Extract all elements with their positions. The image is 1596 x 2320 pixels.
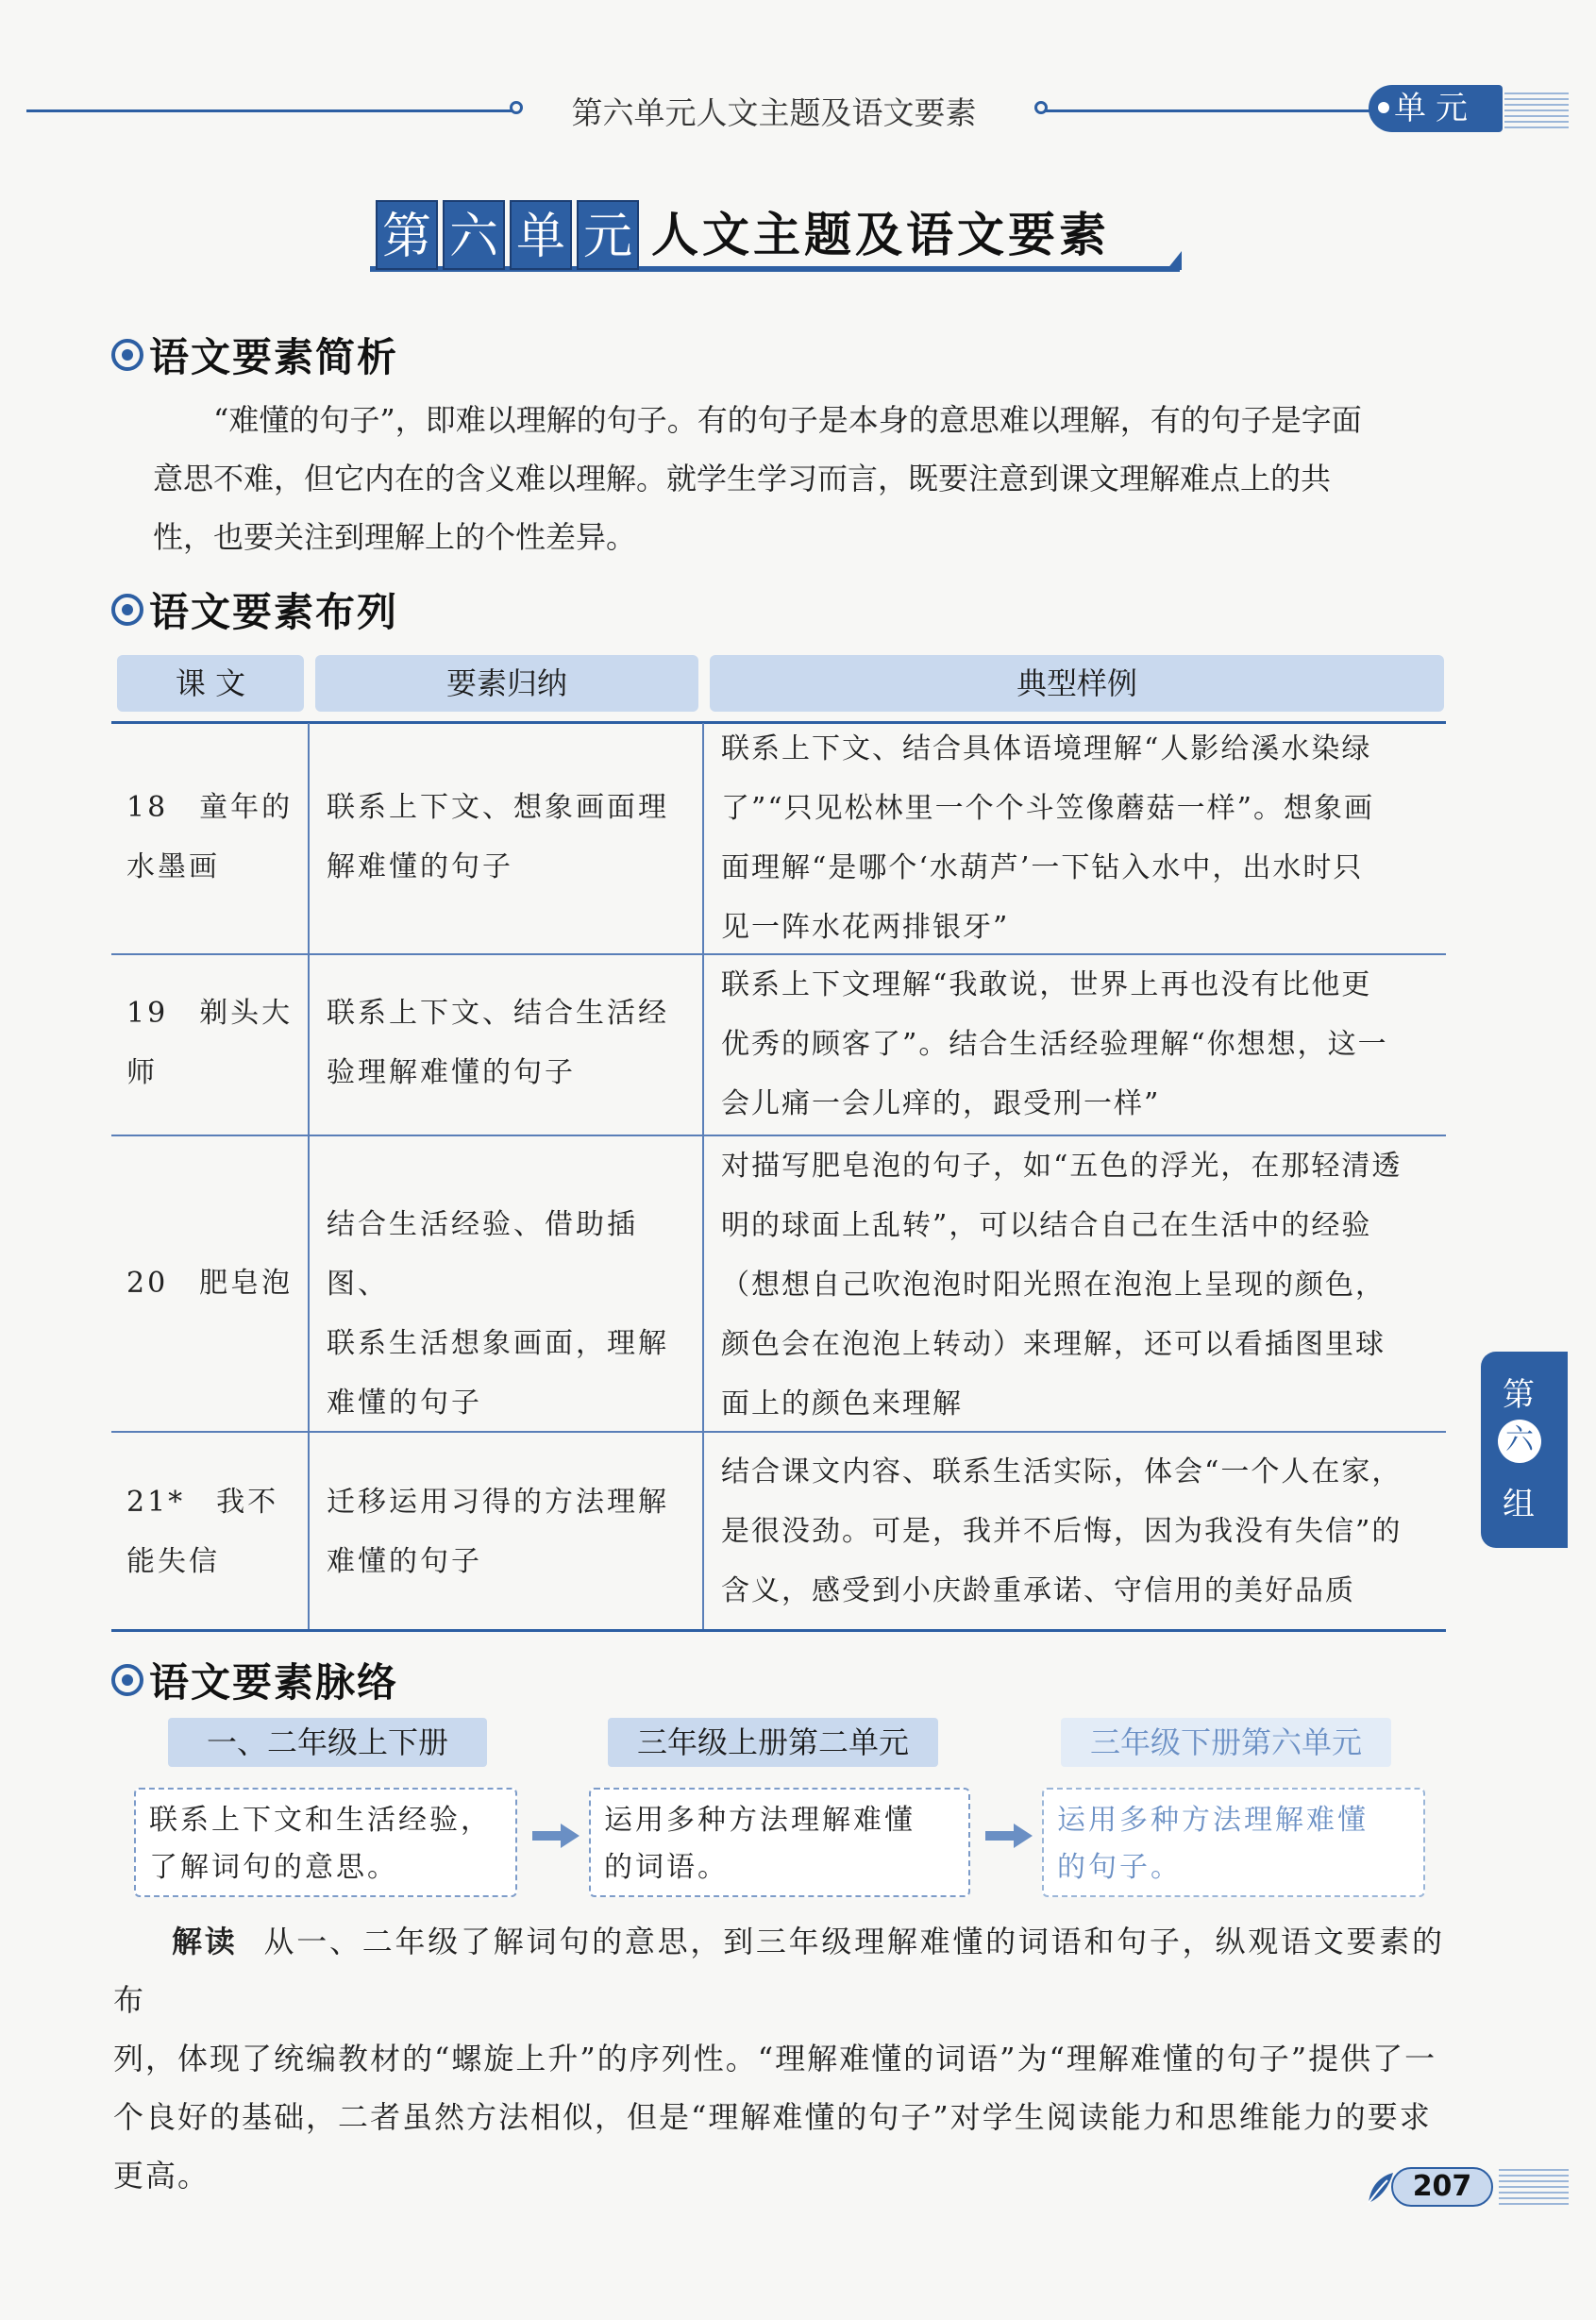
table-cell-lesson: 20 肥皂泡 — [126, 1267, 294, 1300]
title-unit-char: 元 — [577, 200, 639, 270]
header-rule-right — [1046, 109, 1376, 112]
flow-stage-label: 三年级上册第二单元 — [608, 1718, 938, 1767]
title-underline-arrow — [1167, 251, 1182, 270]
table-cell-summary: 结合生活经验、借助插图、 联系生活想象画面，理解 难懂的句子 — [327, 1208, 669, 1420]
section-heading-analysis: 语文要素简析 — [111, 328, 398, 381]
unit-badge: 单元 — [1369, 85, 1503, 132]
reading-line: 个良好的基础，二者虽然方法相似，但是“理解难懂的句子”对学生阅读能力和思维能力的要求 — [113, 2099, 1432, 2135]
reading-line: 更高。 — [113, 2158, 210, 2194]
arrow-right-icon — [532, 1822, 581, 1850]
location-pin-icon — [111, 594, 143, 626]
table-cell-summary: 联系上下文、想象画面理 解难懂的句子 — [327, 791, 669, 883]
reading-label: 解读 — [172, 1924, 238, 1959]
table-cell-summary: 迁移运用习得的方法理解 难懂的句子 — [327, 1486, 669, 1578]
title-unit-char: 第 — [376, 200, 438, 270]
section-heading-context: 语文要素脉络 — [111, 1654, 398, 1706]
flow-stage-box: 联系上下文和生活经验， 了解词句的意思。 — [134, 1788, 517, 1897]
reading-line: 解读 从一、二年级了解词句的意思，到三年级理解难懂的词语和句子，纵观语文要素的布 — [113, 1924, 1444, 2018]
table-header-summary: 要素归纳 — [315, 655, 698, 712]
reading-line: 列，体现了统编教材的“螺旋上升”的序列性。“理解难懂的词语”为“理解难懂的句子”提供了一 — [113, 2041, 1437, 2076]
running-title: 第六单元人文主题及语文要素 — [571, 94, 977, 131]
unit-badge-dot-icon — [1378, 102, 1389, 113]
arrow-right-icon — [985, 1822, 1034, 1850]
table-col-rule — [702, 723, 704, 1629]
page-number: 207 — [1391, 2167, 1493, 2207]
flow-stage-label: 一、二年级上下册 — [168, 1718, 487, 1767]
table-cell-lesson: 21* 我不 能失信 — [126, 1486, 279, 1578]
title-unit-block — [376, 200, 639, 270]
analysis-line: “难懂的句子”，即难以理解的句子。有的句子是本身的意思难以理解，有的句子是字面 — [213, 402, 1362, 438]
analysis-line: 性，也要关注到理解上的个性差异。 — [153, 519, 637, 555]
table-cell-lesson: 18 童年的 水墨画 — [126, 791, 294, 883]
table-cell-example: 对描写肥皂泡的句子，如“五色的浮光，在那轻清透 明的球面上乱转”，可以结合自己在生活中的经验 （想想自己吹泡泡时阳光照在泡泡上呈现的颜色， 颜色会在泡泡上转动）来理解，还可以看插图里球 面上的颜色来理解 — [721, 1150, 1403, 1421]
side-tab-group: 第 六 组 — [1481, 1352, 1568, 1548]
footer-stripes — [1499, 2169, 1569, 2205]
table-cell-lesson: 19 剃头大 师 — [126, 997, 294, 1089]
location-pin-icon — [111, 1664, 143, 1696]
title-unit-char: 单 — [510, 200, 572, 270]
table-cell-example: 结合课文内容、联系生活实际，体会“一个人在家， 是很没劲。可是，我并不后悔，因为我没有失信”的 含义，感受到小庆龄重承诺、守信用的美好品质 — [721, 1455, 1403, 1607]
table-cell-example: 联系上下文理解“我敢说，世界上再也没有比他更 优秀的顾客了”。结合生活经验理解“你想想，这一 会儿痛一会儿痒的，跟受刑一样” — [721, 968, 1388, 1120]
flow-stage-label: 三年级下册第六单元 — [1061, 1718, 1391, 1767]
table-col-rule — [308, 723, 310, 1629]
reading-paragraph — [113, 1912, 1444, 2205]
flow-stage-box: 运用多种方法理解难懂 的词语。 — [589, 1788, 970, 1897]
location-pin-icon — [111, 339, 143, 371]
table-cell-summary: 联系上下文、结合生活经 验理解难懂的句子 — [327, 997, 669, 1089]
table-cell-example: 联系上下文、结合具体语境理解“人影给溪水染绿 了”“只见松林里一个个斗笠像蘑菇一样”。想象画 面理解“是哪个‘水葫芦’一下钻入水中，出水时只 见一阵水花两排银牙” — [721, 732, 1375, 944]
table-header-example: 典型样例 — [710, 655, 1444, 712]
title-unit-char: 六 — [443, 200, 505, 270]
analysis-line: 意思不难，但它内在的含义难以理解。就学生学习而言，既要注意到课文理解难点上的共 — [153, 461, 1332, 496]
table-header-lesson: 课 文 — [117, 655, 304, 712]
section-heading-layout: 语文要素布列 — [111, 583, 398, 636]
page-title: 人文主题及语文要素 — [651, 207, 1110, 262]
table-bottom-rule — [111, 1629, 1446, 1632]
flow-stage-box: 运用多种方法理解难懂 的句子。 — [1042, 1788, 1425, 1897]
header-stripes — [1504, 92, 1569, 130]
